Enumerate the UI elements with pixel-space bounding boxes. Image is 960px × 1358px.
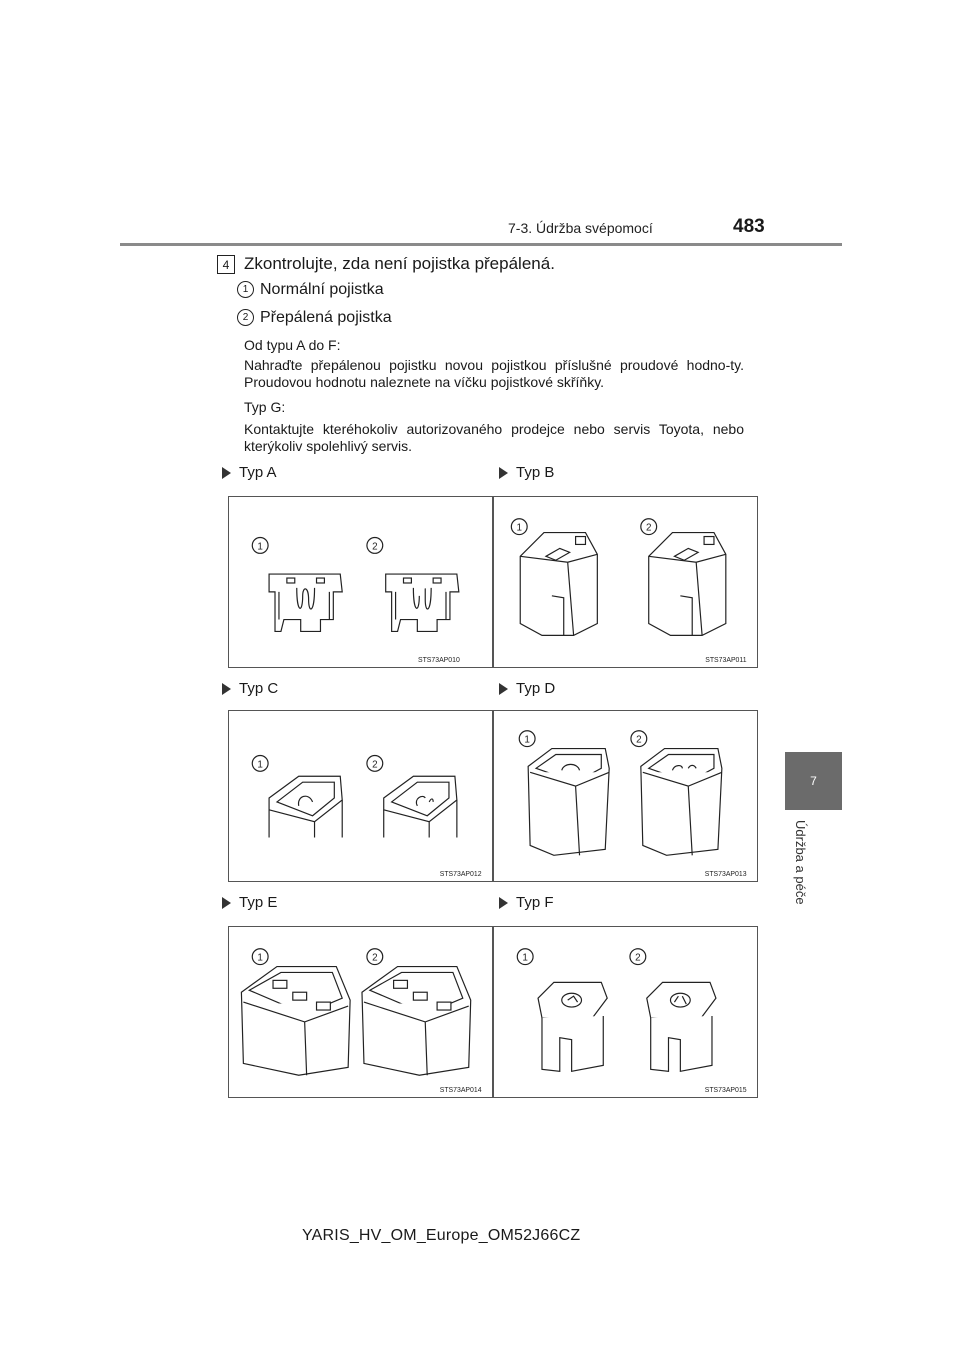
item-1-number: 1: [237, 281, 254, 298]
callout-2: 2: [635, 952, 641, 964]
figure-code: STS73AP010: [417, 657, 460, 665]
callout-1: 1: [257, 759, 263, 771]
figure-type-e: [228, 926, 493, 1098]
callout-1: 1: [257, 952, 263, 964]
fuse-b-illustration: [494, 497, 757, 667]
chapter-number: 7: [810, 774, 817, 788]
page-number: 483: [733, 216, 765, 237]
paragraph-contact-dealer: Kontaktujte kteréhokoliv autorizovaného prodejce nebo servis Toyota, nebo kterýkoliv spolehlivý servis.: [244, 421, 744, 454]
figure-label-e: Typ E: [222, 894, 277, 911]
fuse-d-illustration: [494, 711, 757, 881]
callout-2: 2: [636, 734, 642, 746]
chapter-side-text: Údržba a péče: [793, 820, 808, 905]
fuse-a-illustration: [229, 497, 492, 667]
figure-code: STS73AP011: [705, 657, 747, 665]
paragraph-type-g: Typ G:: [244, 399, 286, 415]
item-1-label: Normální pojistka: [260, 281, 384, 298]
triangle-icon: [499, 897, 508, 909]
paragraph-types-a-f: Od typu A do F:: [244, 337, 341, 353]
figure-label-f: Typ F: [499, 894, 554, 911]
figure-type-a: [228, 496, 493, 668]
header-rule: [120, 243, 842, 246]
figure-type-d: [493, 710, 758, 882]
document-id: YARIS_HV_OM_Europe_OM52J66CZ: [302, 1227, 581, 1244]
callout-1: 1: [516, 522, 522, 534]
triangle-icon: [222, 897, 231, 909]
callout-1: 1: [257, 541, 263, 553]
callout-2: 2: [372, 952, 378, 964]
figure-type-c: [228, 710, 493, 882]
chapter-tab: [785, 752, 842, 810]
figure-code: STS73AP014: [439, 1087, 482, 1095]
chapter-side-label: [790, 820, 808, 920]
callout-2: 2: [372, 759, 378, 771]
triangle-icon: [499, 683, 508, 695]
section-title: 7-3. Údržba svépomocí: [508, 220, 653, 236]
figure-type-b: [493, 496, 758, 668]
fuse-e-illustration: [229, 927, 492, 1097]
step-title: Zkontrolujte, zda není pojistka přepálená.: [244, 254, 555, 273]
figure-label-a: Typ A: [222, 464, 277, 481]
item-2-number: 2: [237, 309, 254, 326]
triangle-icon: [499, 467, 508, 479]
figure-label-d: Typ D: [499, 680, 555, 697]
figure-code: STS73AP012: [439, 871, 482, 879]
figure-code: STS73AP015: [704, 1087, 747, 1095]
figure-type-f: [493, 926, 758, 1098]
fuse-c-illustration: [229, 711, 492, 881]
callout-2: 2: [372, 541, 378, 553]
paragraph-replace-fuse: Nahraďte přepálenou pojistku novou pojistkou příslušné proudové hodno-ty. Proudovou hodnotu naleznete na víčku pojistkové skříňky.: [244, 357, 744, 390]
figure-label-b: Typ B: [499, 464, 554, 481]
triangle-icon: [222, 683, 231, 695]
figure-code: STS73AP013: [704, 871, 747, 879]
callout-1: 1: [522, 952, 528, 964]
triangle-icon: [222, 467, 231, 479]
callout-2: 2: [645, 522, 652, 534]
callout-1: 1: [524, 734, 530, 746]
step-number-box: 4: [217, 255, 235, 274]
figure-label-c: Typ C: [222, 680, 278, 697]
fuse-f-illustration: [494, 927, 757, 1097]
item-2-label: Přepálená pojistka: [260, 309, 392, 326]
